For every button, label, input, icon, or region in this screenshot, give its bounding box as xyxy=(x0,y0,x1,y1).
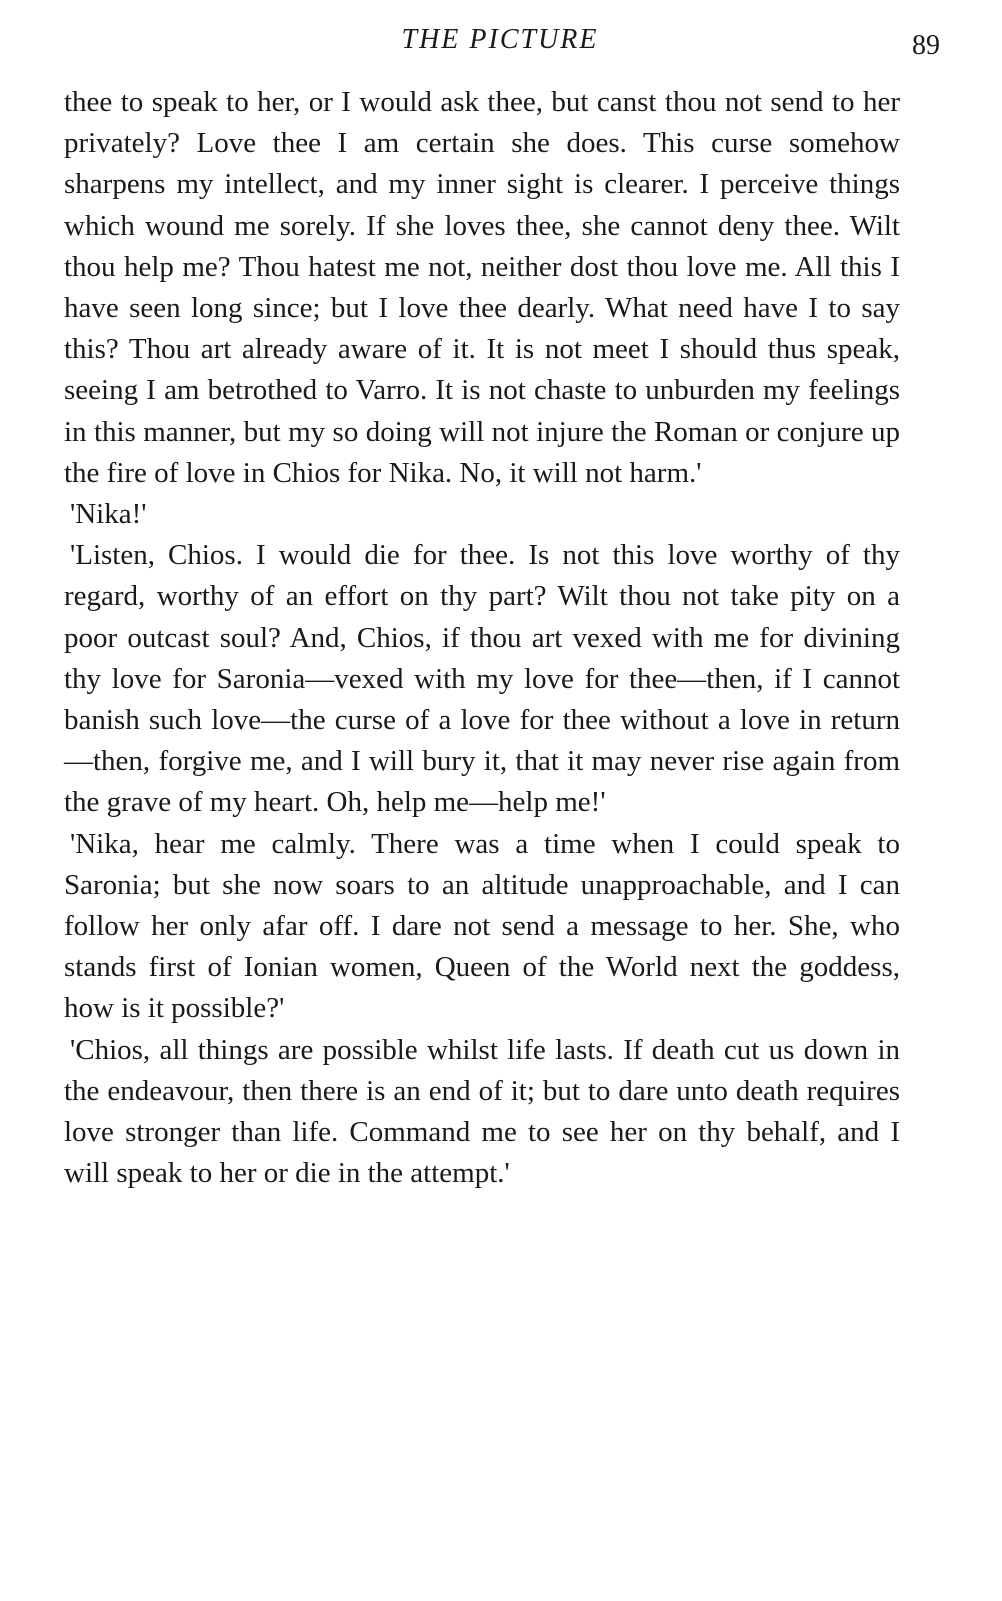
paragraph-4: 'Nika, hear me calmly. There was a time when I could speak to Saronia; but she now soars to an altitude unapproachable, and I can follow her only afar off. I dare not send a message to her. She, who stands first of Ionian women, Queen of the World next the goddess, how is it possible?' xyxy=(64,827,900,1025)
paragraph-1: thee to speak to her, or I would ask thee, but canst thou not send to her privately? Love thee I am certain she does. This curse somehow sharpens my intellect, and my inner sight is clearer. I perceive things which wound me sorely. If she loves thee, she cannot deny thee. Wilt thou help me? Thou hatest me not, neither dost thou love me. All this I have seen long since; but I love thee dearly. What need have I to say this? Thou art already aware of it. It is not meet I should thus speak, seeing I am betrothed to Varro. It is not chaste to unburden my feelings in this manner, but my so doing will not injure the Roman or conjure up the fire of love in Chios for Nika. No, it will not harm.' xyxy=(64,86,900,489)
paragraph-2: 'Nika!' xyxy=(70,498,147,531)
running-title: THE PICTURE xyxy=(401,24,599,55)
page-number: 89 xyxy=(912,30,940,61)
paragraph-3: 'Listen, Chios. I would die for thee. Is not this love worthy of thy regard, worthy of an effort on thy part? Wilt thou not take pity on a poor outcast soul? And, Chios, if thou art vexed with me for divining thy love for Saronia—vexed with my love for thee—then, if I cannot banish such love—the curse of a love for thee without a love in return—then, forgive me, and I will bury it, that it may never rise again from the grave of my heart. Oh, help me—help me!' xyxy=(64,539,900,819)
paragraph-5: 'Chios, all things are possible whilst life lasts. If death cut us down in the endeavour, then there is an end of it; but to dare unto death requires love stronger than life. Command me to see her on thy behalf, and I will speak to her or die in the attempt.' xyxy=(64,1033,900,1190)
running-head xyxy=(60,18,940,62)
body-text xyxy=(64,82,900,1194)
